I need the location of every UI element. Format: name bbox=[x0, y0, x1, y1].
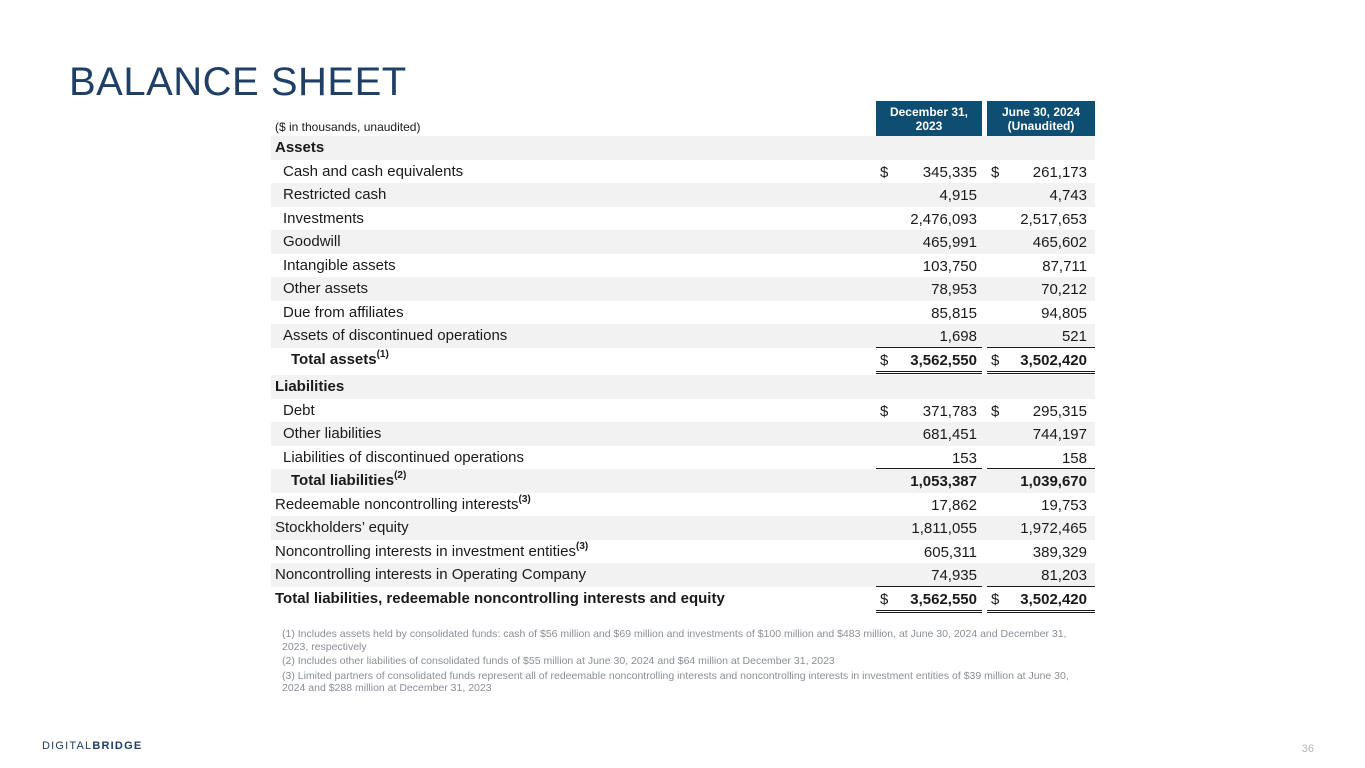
row-label: Assets of discontinued operations bbox=[283, 327, 508, 344]
value-jun-2024: 465,602 bbox=[1032, 234, 1087, 251]
row-label: Intangible assets bbox=[283, 256, 396, 274]
value-dec-2023: 1,698 bbox=[939, 328, 977, 345]
value-jun-2024: 389,329 bbox=[1032, 543, 1087, 561]
table-row bbox=[271, 587, 1095, 611]
footnote-3: (3) Limited partners of consolidated funds represent all of redeemable noncontrolling interests and noncontrolling interests in investment entities of $39 million at June 30, 2024 and $288 million at December 31, 2023 bbox=[282, 669, 1069, 694]
currency-symbol: $ bbox=[880, 402, 889, 420]
value-dec-2023: 74,935 bbox=[931, 567, 977, 584]
value-jun-2024: 2,517,653 bbox=[1020, 210, 1087, 228]
value-jun-2024: 3,502,420 bbox=[1020, 351, 1087, 369]
row-label: Debt bbox=[283, 401, 315, 419]
value-jun-2024: 81,203 bbox=[1041, 567, 1087, 584]
table-row bbox=[271, 301, 1095, 325]
footnote-1: (1) Includes assets held by consolidated funds: cash of $56 million and $69 million and investments of $100 million and $483 million, at June 30, 2024 and December 31, 2023, respectively bbox=[282, 628, 1067, 653]
table-row bbox=[271, 136, 1095, 160]
page-number: 36 bbox=[1301, 743, 1314, 755]
value-jun-2024: 4,743 bbox=[1049, 187, 1087, 204]
row-label: Noncontrolling interests in Operating Company bbox=[275, 566, 586, 583]
currency-symbol: $ bbox=[991, 163, 1000, 181]
value-jun-2024: 3,502,420 bbox=[1020, 590, 1087, 608]
row-label: Due from affiliates bbox=[283, 303, 404, 321]
footnote-marker: (1) bbox=[376, 348, 389, 360]
row-label: Other liabilities bbox=[283, 425, 382, 442]
value-dec-2023: 153 bbox=[951, 449, 977, 467]
page-title: BALANCE SHEET bbox=[69, 60, 407, 104]
value-jun-2024: 1,972,465 bbox=[1020, 520, 1087, 537]
table-row bbox=[271, 348, 1095, 372]
value-dec-2023: 1,811,055 bbox=[911, 520, 977, 537]
column-header-jun-2024: June 30, 2024 (Unaudited) bbox=[987, 101, 1095, 136]
balance-sheet-table bbox=[271, 101, 1095, 614]
table-row bbox=[271, 422, 1095, 446]
value-dec-2023: 2,476,093 bbox=[910, 210, 977, 228]
column-header-dec-2023: December 31, 2023 bbox=[876, 101, 982, 136]
row-label: Total liabilities$^{(2)}$ bbox=[291, 470, 407, 489]
table-row bbox=[271, 230, 1095, 254]
units-note: ($ in thousands, unaudited) bbox=[275, 120, 421, 134]
row-label: Goodwill bbox=[283, 233, 341, 250]
value-jun-2024: 158 bbox=[1061, 449, 1087, 467]
currency-symbol: $ bbox=[991, 351, 1000, 369]
value-dec-2023: 85,815 bbox=[931, 304, 977, 322]
row-label: Restricted cash bbox=[283, 186, 387, 203]
row-label: Other assets bbox=[283, 280, 369, 297]
total-double-rule bbox=[987, 610, 1095, 613]
value-jun-2024: 87,711 bbox=[1042, 257, 1087, 275]
table-row bbox=[271, 324, 1095, 348]
value-jun-2024: 521 bbox=[1061, 328, 1087, 345]
currency-symbol: $ bbox=[991, 402, 1000, 420]
table-row bbox=[271, 563, 1095, 587]
row-label: Total liabilities, redeemable noncontrolling interests and equity bbox=[275, 589, 725, 607]
value-jun-2024: 744,197 bbox=[1032, 426, 1087, 443]
value-dec-2023: 3,562,550 bbox=[910, 351, 977, 369]
footnote-marker: (2) bbox=[394, 470, 407, 481]
table-row bbox=[271, 469, 1095, 493]
footnote-marker: (3) bbox=[575, 540, 589, 552]
value-dec-2023: 371,783 bbox=[922, 402, 977, 420]
value-dec-2023: 605,311 bbox=[923, 543, 977, 561]
value-jun-2024: 1,039,670 bbox=[1020, 473, 1087, 490]
value-dec-2023: 681,451 bbox=[922, 426, 977, 443]
table-row bbox=[271, 254, 1095, 278]
digitalbridge-logo: DIGITALBRIDGE bbox=[42, 740, 143, 752]
row-label: Assets bbox=[275, 139, 325, 156]
row-label: Cash and cash equivalents bbox=[283, 162, 464, 180]
footnote-marker: (3) bbox=[518, 493, 531, 505]
value-jun-2024: 70,212 bbox=[1041, 281, 1087, 298]
currency-symbol: $ bbox=[880, 590, 889, 608]
value-dec-2023: 465,991 bbox=[922, 234, 977, 251]
currency-symbol: $ bbox=[880, 163, 889, 181]
value-dec-2023: 3,562,550 bbox=[910, 590, 977, 608]
table-row bbox=[271, 160, 1095, 184]
table-row bbox=[271, 277, 1095, 301]
footnotes bbox=[282, 628, 1092, 697]
value-jun-2024: 295,315 bbox=[1032, 402, 1087, 420]
table-row bbox=[271, 446, 1095, 470]
row-label: Liabilities bbox=[275, 378, 345, 395]
table-row bbox=[271, 183, 1095, 207]
total-double-rule bbox=[876, 610, 982, 613]
row-label: Redeemable noncontrolling interests$^{(3)}$ bbox=[275, 493, 531, 513]
currency-symbol: $ bbox=[991, 590, 1000, 608]
table-row bbox=[271, 493, 1095, 517]
value-dec-2023: 1,053,387 bbox=[910, 473, 977, 490]
table-row bbox=[271, 516, 1095, 540]
row-label: Investments bbox=[283, 209, 364, 227]
table-row bbox=[271, 207, 1095, 231]
row-label: Total assets$^{(1)}$ bbox=[291, 348, 389, 368]
value-dec-2023: 4,915 bbox=[939, 187, 977, 204]
table-row bbox=[271, 399, 1095, 423]
table-row bbox=[271, 540, 1095, 564]
currency-symbol: $ bbox=[880, 351, 889, 369]
value-dec-2023: 78,953 bbox=[931, 281, 977, 298]
table-row bbox=[271, 375, 1095, 399]
footnote-2: (2) Includes other liabilities of consolidated funds of $55 million at June 30, 2024 and $64 million at December 31, 2023 bbox=[282, 655, 835, 667]
value-dec-2023: 103,750 bbox=[922, 257, 977, 275]
value-dec-2023: 17,862 bbox=[931, 496, 977, 514]
row-label: Liabilities of discontinued operations bbox=[283, 448, 524, 466]
table-header bbox=[271, 101, 1095, 136]
value-dec-2023: 345,335 bbox=[922, 163, 977, 181]
value-jun-2024: 19,753 bbox=[1041, 496, 1087, 514]
total-double-rule bbox=[987, 371, 1095, 374]
row-label: Noncontrolling interests in investment entities$^{(3)}$ bbox=[275, 540, 589, 560]
value-jun-2024: 94,805 bbox=[1041, 304, 1087, 322]
total-double-rule bbox=[876, 371, 982, 374]
row-label: Stockholders’ equity bbox=[275, 519, 409, 536]
value-jun-2024: 261,173 bbox=[1032, 163, 1087, 181]
